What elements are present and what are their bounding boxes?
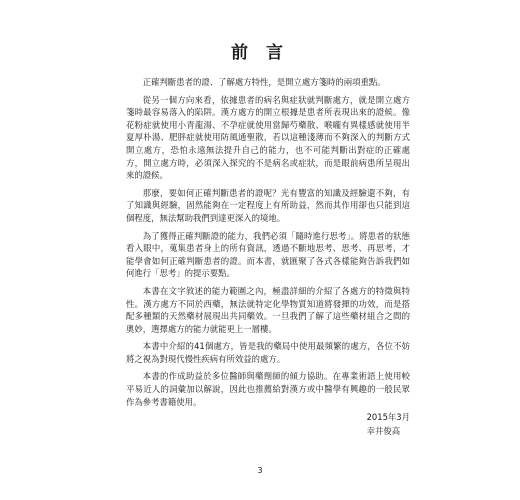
preface-body bbox=[126, 76, 410, 413]
paragraph: 本書在文字敘述的能力範圍之內，極盡詳細的介紹了各處方的特徵與特性。漢方處方不同於西藥，無法就特定化學物質知道將發揮的功效，而是搭配多種類的天然藥材展現出共同藥效。一旦我們了解了這些藥材組合之間的奧妙，選擇處方的能力就能更上一層樓。 bbox=[126, 285, 410, 334]
page-number: 3 bbox=[257, 466, 263, 475]
paragraph: 正確判斷患者的證、了解處方特性，是開立處方箋時的兩項重點。 bbox=[142, 77, 386, 87]
paragraph: 那麼，要如何正確判斷患者的證呢？光有豐富的知識及經驗還不夠，有了知識與經驗，固然能夠在一定程度上有所助益，然而其作用卻也只能到這個程度，無法幫助我們到達更深入的境地。 bbox=[126, 187, 410, 223]
paragraph: 為了獲得正確判斷證的能力，我們必須「隨時進行思考」。將患者的狀態看入眼中，蒐集患者身上的所有資訊，透過不斷地思考、思考、再思考，才能學會如何正確判斷患者的證。而本書，就匯聚了各式各樣能夠告訴我們如何進行「思考」的提示要點。 bbox=[126, 230, 410, 279]
paragraph: 本書的作成助益於多位醫師與藥劑師的傾力協助。在專業術語上使用較平易近人的詞彙加以解說，因此也推薦給對漢方或中醫學有興趣的一般民眾作為參考書籍使用。 bbox=[126, 371, 410, 407]
page-title: 前 言 bbox=[231, 43, 289, 63]
paragraph: 從另一個方向來看，依據患者的病名與症狀就判斷處方，就是開立處方箋時最容易落入的陷阱。漢方處方的開立根據是患者所表現出來的證候。像花粉症就使用小青龍湯、不孕症就使用當歸芍藥散、喉嚨有異樣感就使用半夏厚朴湯、肥胖症就使用防風通聖散，若以這種淺薄而不夠深入的判斷方式開立處方，恐怕永遠無法提升自己的能力，也不可能判斷出對症的正確處方，開立處方時，必須深入探究的不是病名或症狀，而是眼前病患所呈現出來的證候。 bbox=[126, 94, 410, 181]
signature-block bbox=[367, 410, 410, 438]
author-name: 幸井俊高 bbox=[366, 426, 401, 436]
paragraph: 本書中介紹的41個處方，皆是我的藥局中使用最頻繁的處方，各位不妨將之視為對現代慢性疾病有所效益的處方。 bbox=[126, 341, 410, 364]
date: 2015年3月 bbox=[366, 412, 410, 422]
